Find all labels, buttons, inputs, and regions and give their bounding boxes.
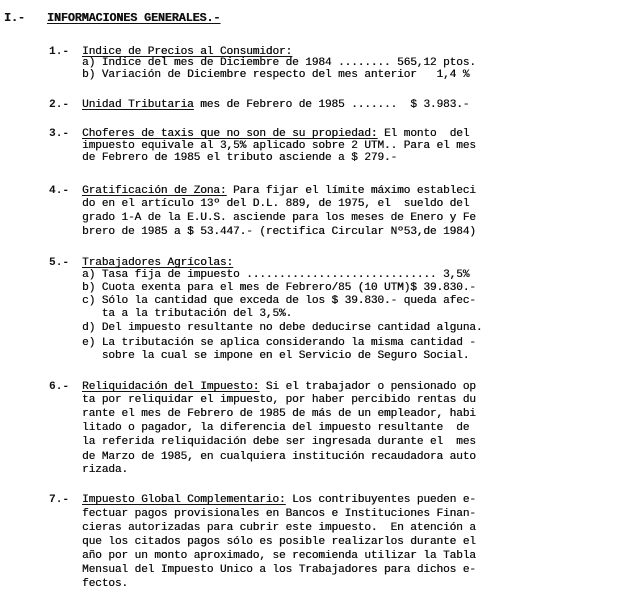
- section-line: fectos.: [82, 578, 128, 590]
- section-number: 1.-: [49, 46, 70, 58]
- section-title: Trabajadores Agrícolas:: [82, 257, 233, 269]
- section-line: rante el mes de Febrero de 1985 de más de un empleador, habi: [82, 408, 476, 420]
- section-title: Impuesto Global Complementario:: [82, 494, 286, 506]
- section-title-rest: El monto del: [377, 128, 470, 140]
- section-line: ta a la tributación del 3,5%.: [82, 308, 293, 320]
- section-number: 3.-: [49, 128, 70, 140]
- section-line: sobre la cual se impone en el Servicio de Seguro Social.: [82, 350, 470, 362]
- section-line: d) Del impuesto resultante no debe deducirse cantidad alguna.: [82, 322, 483, 334]
- section-title-rest: Si el trabajador o pensionado op: [259, 381, 476, 393]
- section-number: 5.-: [49, 257, 70, 269]
- section-line: e) La tributación se aplica considerando la misma cantidad -: [82, 337, 476, 349]
- page-title: INFORMACIONES GENERALES.-: [47, 11, 221, 25]
- roman-numeral: I.-: [4, 11, 25, 25]
- section-title: Reliquidación del Impuesto:: [82, 381, 260, 393]
- section-line: de Marzo de 1985, en cualquiera institución recaudadora auto: [82, 451, 476, 463]
- section-title: Indice de Precios al Consumidor:: [82, 46, 293, 58]
- section-number: 2.-: [49, 99, 70, 111]
- section-line: fectuar pagos provisionales en Bancos e Instituciones Finan-: [82, 508, 476, 520]
- section-line: Mensual del Impuesto Unico a los Trabajadores para dichos e-: [82, 564, 476, 576]
- section-title-rest: Para fijar el límite máximo estableci: [226, 185, 476, 197]
- section-line: impuesto equivale al 3,5% aplicado sobre 2 UTM.. Para el mes: [82, 140, 476, 152]
- section-line: litado o pagador, la diferencia del impuesto resultante de: [82, 422, 470, 434]
- section-line: ta por reliquidar el impuesto, por haber percibido rentas du: [82, 394, 476, 406]
- section-line: b) Variación de Diciembre respecto del mes anterior 1,4 %: [82, 69, 470, 81]
- section-line: año por un monto aproximado, se recomienda utilizar la Tabla: [82, 550, 476, 562]
- section-line: de Febrero de 1985 el tributo asciende a $ 279.-: [82, 152, 398, 164]
- section-title: Gratificación de Zona:: [82, 185, 227, 197]
- section-title-rest: Los contribuyentes pueden e-: [285, 494, 476, 506]
- section-line: a) Tasa fija de impuesto ............................. 3,5%: [82, 269, 470, 281]
- section-line: grado 1-A de la E.U.S. asciende para los meses de Enero y Fe: [82, 212, 476, 224]
- section-title-rest: mes de Febrero de 1985 ....... $ 3.983.-: [193, 99, 470, 111]
- section-line: cieras autorizadas para cubrir este impuesto. En atención a: [82, 522, 476, 534]
- section-line: do en el artículo 13º del D.L. 889, de 1975, el sueldo del: [82, 198, 470, 210]
- section-number: 6.-: [49, 381, 70, 393]
- section-line: b) Cuota exenta para el mes de Febrero/85 (10 UTM)$ 39.830.-: [82, 282, 476, 294]
- section-title: Unidad Tributaria: [82, 99, 194, 111]
- section-line: la referida reliquidación debe ser ingresada durante el mes: [82, 436, 476, 448]
- section-line: c) Sólo la cantidad que exceda de los $ 39.830.- queda afec-: [82, 295, 476, 307]
- section-number: 4.-: [49, 185, 70, 197]
- section-line: brero de 1985 a $ 53.447.- (rectifica Circular Nº53,de 1984): [82, 226, 476, 238]
- section-number: 7.-: [49, 494, 70, 506]
- section-line: que los citados pagos sólo es posible realizarlos durante el: [82, 536, 476, 548]
- section-line: a) Indice del mes de Diciembre de 1984 ........ 565,12 ptos.: [82, 57, 476, 69]
- section-title: Choferes de taxis que no son de su propiedad:: [82, 128, 378, 140]
- section-line: rizada.: [82, 464, 128, 476]
